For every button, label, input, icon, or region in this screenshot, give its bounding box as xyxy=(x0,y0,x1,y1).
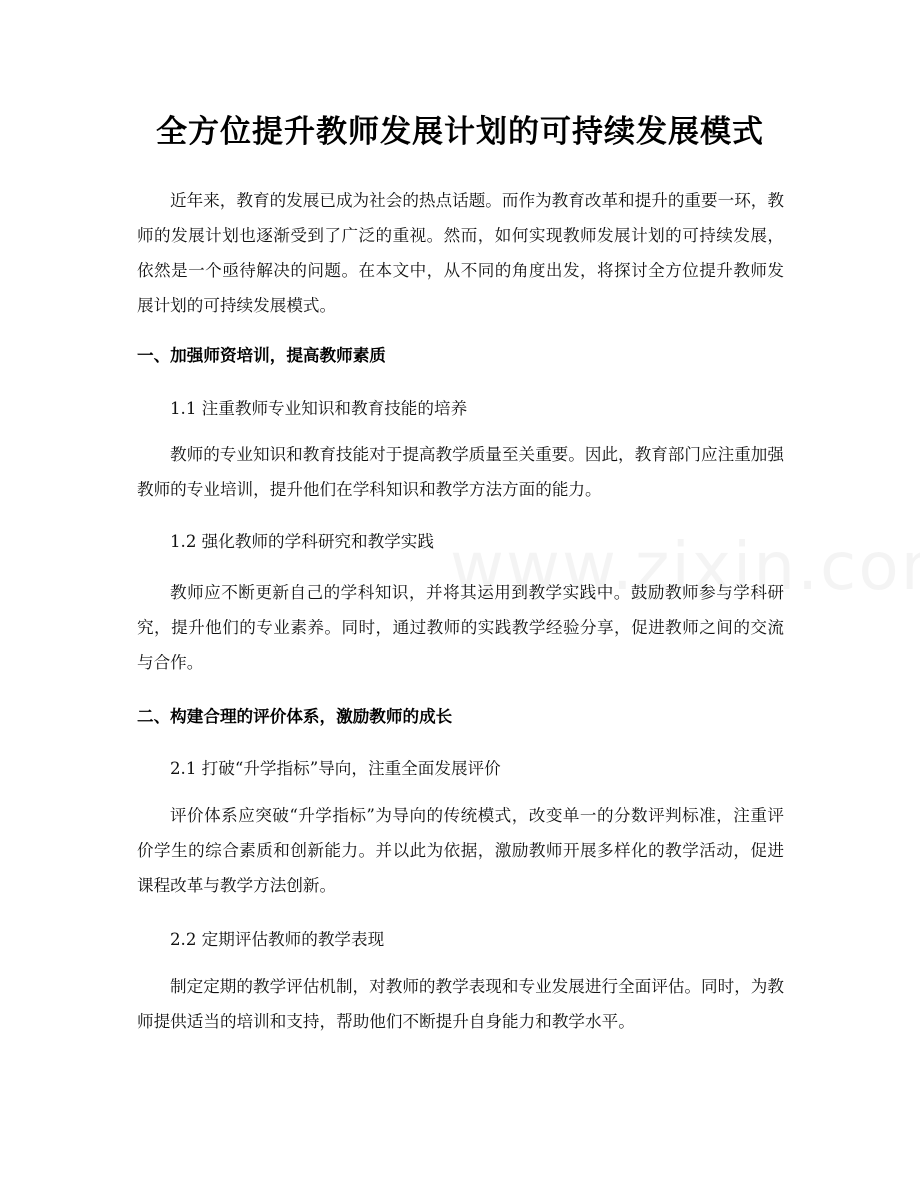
subsection-title-1-2: 1.2 强化教师的学科研究和教学实践 xyxy=(170,532,434,551)
subsection-text-1-1: 教师的专业知识和教育技能对于提高教学质量至关重要。因此，教育部门应注重加强教师的专业培训，提升他们在学科知识和教学方法方面的能力。 xyxy=(137,445,784,499)
section-heading-1: 一、加强师资培训，提高教师素质 xyxy=(137,346,386,365)
subsection-text-2-1: 评价体系应突破“升学指标”为导向的传统模式，改变单一的分数评判标准，注重评价学生的综合素质和创新能力。并以此为依据，激励教师开展多样化的教学活动，促进课程改革与教学方法创新。 xyxy=(137,806,784,895)
subsection-title-2-1: 2.1 打破“升学指标”导向，注重全面发展评价 xyxy=(170,759,501,778)
subsection-title-1-1: 1.1 注重教师专业知识和教育技能的培养 xyxy=(170,399,468,418)
subsection-text-2-2: 制定定期的教学评估机制，对教师的教学表现和专业发展进行全面评估。同时，为教师提供适当的培训和支持，帮助他们不断提升自身能力和教学水平。 xyxy=(137,977,784,1031)
section-heading-2: 二、构建合理的评价体系，激励教师的成长 xyxy=(137,707,453,726)
page-title: 全方位提升教师发展计划的可持续发展模式 xyxy=(156,114,764,150)
subsection-text-1-2: 教师应不断更新自己的学科知识，并将其运用到教学实践中。鼓励教师参与学科研究，提升他们的专业素养。同时，通过教师的实践教学经验分享，促进教师之间的交流与合作。 xyxy=(137,583,784,672)
subsection-title-2-2: 2.2 定期评估教师的教学表现 xyxy=(170,930,385,949)
intro-paragraph: 近年来，教育的发展已成为社会的热点话题。而作为教育改革和提升的重要一环，教师的发展计划也逐渐受到了广泛的重视。然而，如何实现教师发展计划的可持续发展，依然是一个亟待解决的问题。在本文中，从不同的角度出发，将探讨全方位提升教师发展计划的可持续发展模式。 xyxy=(137,191,784,315)
